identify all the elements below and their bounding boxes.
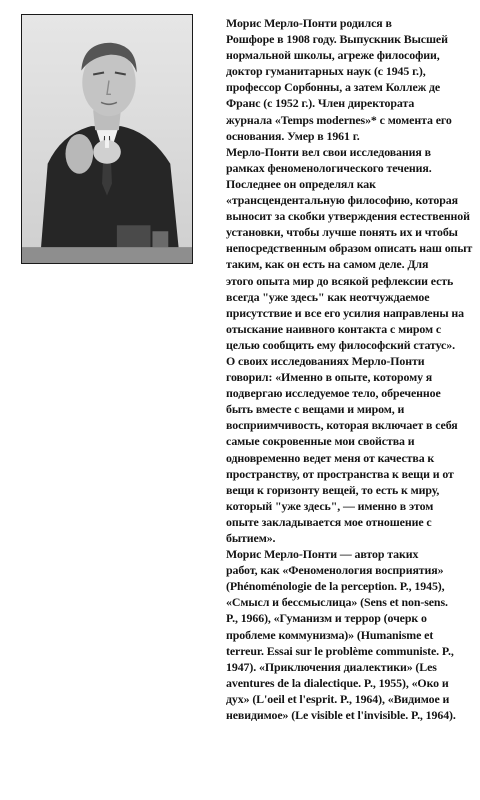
text-line: нормальной школы, агреже философии,	[226, 48, 440, 63]
text-line: вещи к горизонту вещей, то есть к миру,	[226, 482, 440, 497]
text-line: восприимчивость, которая включает в себя	[226, 418, 458, 433]
research-paragraph	[210, 144, 473, 353]
text-line: Франс (с 1952 г.). Член директората	[226, 96, 415, 111]
text-line: выносит за скобки утверждения естественной	[226, 209, 470, 224]
text-line: 1947). «Приключения диалектики» (Les	[226, 659, 437, 674]
text-line: (Phénoménologie de la perception. P., 1945),	[226, 579, 445, 594]
text-line: установки, чтобы лучше понять их и чтобы	[226, 225, 458, 240]
text-line: одновременно ведет меня от качества к	[226, 450, 435, 465]
text-line: присутствие и все его усилия направлены на	[226, 305, 464, 320]
text-line: P., 1966), «Гуманизм и террор (очерк о	[226, 611, 427, 626]
text-line: непосредственным образом описать наш опыт	[226, 241, 473, 256]
works-paragraph	[210, 546, 464, 723]
text-line: подвергаю исследуемое тело, обреченное	[226, 386, 441, 401]
text-line: дух» (L'oeil et l'esprit. P., 1964), «Видимое и	[226, 691, 450, 706]
text-line: рамках феноменологического течения.	[226, 160, 432, 175]
text-line: отыскание наивного контакта с миром с	[226, 321, 442, 336]
author-portrait-photo	[21, 14, 193, 264]
text-line: всегда "уже здесь" как неотчуждаемое	[226, 289, 430, 304]
bio-paragraph	[210, 15, 464, 144]
bio-column	[210, 15, 473, 723]
text-line: Мерло-Понти вел свои исследования в	[226, 144, 431, 159]
text-line: целью сообщить ему философский статус».	[226, 337, 455, 352]
text-line: опыте закладывается мое отношение с	[226, 514, 432, 529]
text-line: aventures de la dialectique. P., 1955), «Око и	[226, 675, 449, 690]
text-line: «Смысл и бессмыслица» (Sens et non-sens.	[226, 595, 448, 610]
text-line: таким, как он есть на самом деле. Для	[226, 257, 429, 272]
text-line: самые сокровенные мои свойства и	[226, 434, 415, 449]
portrait-image	[22, 15, 192, 263]
text-line: который "уже здесь", — именно в этом	[226, 498, 434, 513]
text-line: профессор Сорбонны, а затем Коллеж де	[226, 80, 441, 95]
text-line: пространству, от пространства к вещи и от	[226, 466, 454, 481]
text-line: быть вместе с вещами и миром, и	[226, 402, 405, 417]
text-line: Последнее он определял как	[226, 176, 376, 191]
text-line: «трансцендентальную философию, которая	[226, 193, 458, 208]
text-line: О своих исследованиях Мерло-Понти	[226, 353, 425, 368]
text-line: этого опыта мир до всякой рефлексии есть	[226, 273, 454, 288]
text-line: доктор гуманитарных наук (с 1945 г.),	[226, 64, 426, 79]
text-line: бытием».	[226, 531, 276, 545]
text-line: говорил: «Именно в опыте, которому я	[226, 370, 433, 385]
text-line: работ, как «Феноменология восприятия»	[226, 563, 444, 578]
text-line: журнала «Temps modernes»* с момента его	[226, 112, 452, 127]
text-line: Морис Мерло-Понти — автор таких	[226, 547, 419, 562]
text-line: Морис Мерло-Понти родился в	[226, 16, 392, 30]
text-line: основания. Умер в 1961 г.	[226, 128, 360, 143]
text-line: Рошфоре в 1908 году. Выпускник Высшей	[226, 32, 448, 47]
text-line: проблеме коммунизма)» (Humanisme et	[226, 627, 434, 642]
quote-paragraph	[210, 353, 464, 546]
text-line: невидимое» (Le visible et l'invisible. P., 1964).	[226, 708, 456, 723]
text-line: terreur. Essai sur le problème communiste. P.,	[226, 643, 454, 658]
